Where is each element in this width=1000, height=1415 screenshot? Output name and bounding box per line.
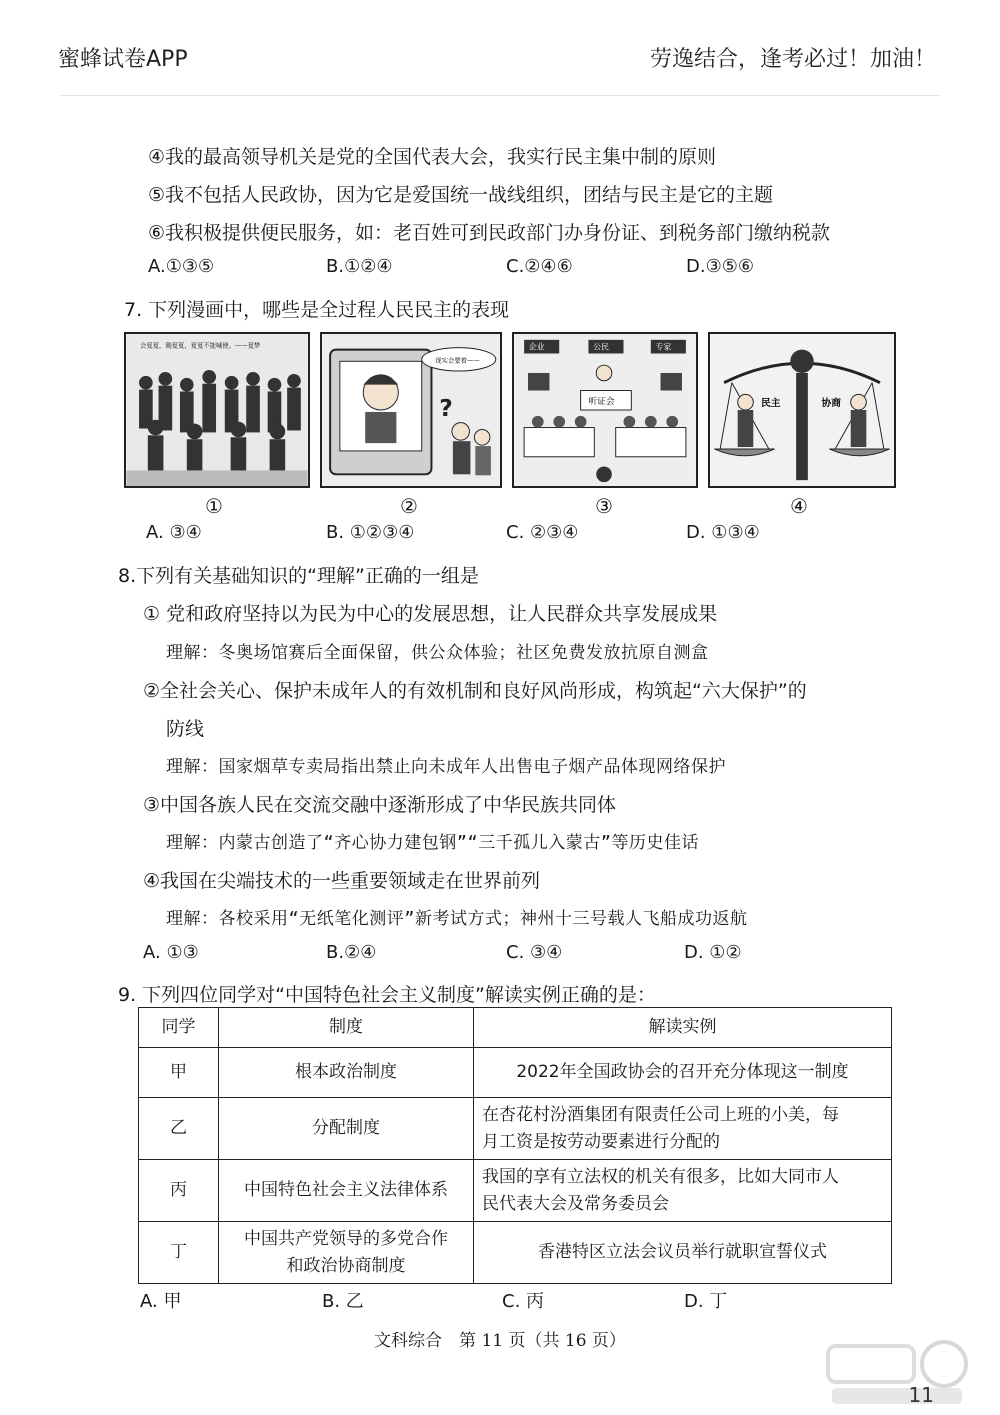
table-row <box>139 1160 892 1222</box>
cartoon-2-bubble: 现实会要着—— <box>435 357 480 365</box>
q7-option-a: A. ③④ <box>146 522 202 543</box>
col-header-example: 解读实例 <box>474 1008 892 1048</box>
tv-illustration <box>322 334 500 486</box>
q8-item-3: ③中国各族人民在交流交融中逐渐形成了中华民族共同体 <box>143 794 617 816</box>
cartoon-3-sign-1: 企业 <box>529 342 545 352</box>
system-text: 和政治协商制度 <box>286 1255 406 1276</box>
q7-option-d: D. ①③④ <box>686 522 760 543</box>
row-system <box>219 1048 474 1098</box>
table-row <box>139 1222 892 1284</box>
example-text: 2022年全国政协会的召开充分体现这一制度 <box>516 1062 849 1082</box>
system-text: 中国特色社会主义法律体系 <box>244 1180 448 1200</box>
q8-item-1: ① 党和政府坚持以为民为中心的发展思想，让人民群众共享发展成果 <box>143 603 718 625</box>
cartoon-1 <box>124 332 310 488</box>
q9-stem: 9. 下列四位同学对“中国特色社会主义制度”解读实例正确的是： <box>118 984 656 1006</box>
q8-note-4: 理解：各校采用“无纸笔化测评”新考试方式；神州十三号载人飞船成功返航 <box>166 909 748 929</box>
cartoon-3-sign-3: 专家 <box>655 342 672 352</box>
q8-note-3: 理解：内蒙古创造了“齐心协力建包钢”“三千孤儿入蒙古”等历史佳话 <box>166 833 699 853</box>
q9-table <box>138 1007 892 1284</box>
header-divider <box>60 95 940 96</box>
cartoon-3 <box>512 332 698 488</box>
cartoon-3-sign-2: 公民 <box>593 342 609 352</box>
q8-item-2: ②全社会关心、保护未成年人的有效机制和良好风尚形成，构筑起“六大保护”的 <box>143 680 807 702</box>
q8-note-2: 理解：国家烟草专卖局指出禁止向未成年人出售电子烟产品体现网络保护 <box>166 757 726 777</box>
q6-option-a: A.①③⑤ <box>148 256 215 277</box>
q9-option-b: B. 乙 <box>322 1291 364 1312</box>
cartoon-2-caption: ② <box>400 494 418 518</box>
q8-option-a: A. ①③ <box>143 942 199 963</box>
q9-option-c: C. 丙 <box>502 1291 545 1312</box>
q8-note-1: 理解：冬奥场馆赛后全面保留，供公众体验；社区免费发放抗原自测盒 <box>166 643 709 663</box>
crowd-illustration <box>126 334 308 486</box>
slogan: 劳逸结合，逢考必过！加油！ <box>649 47 936 72</box>
scale-illustration <box>710 334 894 486</box>
q7-option-c: C. ②③④ <box>506 522 579 543</box>
hearing-illustration <box>514 334 696 486</box>
example-text: 在杏花村汾酒集团有限责任公司上班的小美，每 <box>482 1104 839 1125</box>
q6-item-5: ⑤我不包括人民政协，因为它是爱国统一战线组织，团结与民主是它的主题 <box>148 184 774 206</box>
q6-item-6: ⑥我积极提供便民服务，如：老百姓可到民政部门办身份证、到税务部门缴纳税款 <box>148 222 831 244</box>
q8-stem: 8.下列有关基础知识的“理解”正确的一组是 <box>118 565 479 587</box>
cartoon-2 <box>320 332 502 488</box>
system-text: 中国共产党领导的多党合作 <box>244 1228 448 1249</box>
col-header-student: 同学 <box>139 1008 219 1048</box>
q8-option-b: B.②④ <box>326 942 377 963</box>
q6-item-4: ④我的最高领导机关是党的全国代表大会，我实行民主集中制的原则 <box>148 146 717 168</box>
q9-option-d: D. 丁 <box>684 1291 728 1312</box>
example-text: 香港特区立法会议员举行就职宣誓仪式 <box>538 1242 827 1262</box>
cartoon-4-right-label: 协商 <box>821 398 841 410</box>
cartoon-4-caption: ④ <box>790 494 808 518</box>
row-student: 甲 <box>139 1048 219 1098</box>
cartoon-3-desk-sign: 听证会 <box>588 397 615 408</box>
q6-option-c: C.②④⑥ <box>506 256 573 277</box>
table-row <box>139 1048 892 1098</box>
row-system <box>219 1098 474 1160</box>
q6-option-d: D.③⑤⑥ <box>686 256 754 277</box>
row-example <box>474 1098 892 1160</box>
row-system <box>219 1222 474 1284</box>
q6-option-b: B.①②④ <box>326 256 393 277</box>
table-header-row <box>139 1008 892 1048</box>
q9-option-a: A. 甲 <box>140 1291 182 1312</box>
q8-item-4: ④我国在尖端技术的一些重要领域走在世界前列 <box>143 870 541 892</box>
example-text: 我国的享有立法权的机关有很多，比如大同市人 <box>482 1166 839 1187</box>
row-student: 丙 <box>139 1160 219 1222</box>
example-text: 民代表大会及常务委员会 <box>482 1193 669 1214</box>
page-number: 11 <box>908 1383 934 1407</box>
cartoon-1-caption: ① <box>205 494 223 518</box>
cartoon-1-banner: 会夏夏，锄夏夏，夏夏不能喊使。——夏梦 <box>140 342 261 350</box>
row-example <box>474 1160 892 1222</box>
cartoon-3-caption: ③ <box>595 494 613 518</box>
system-text: 根本政治制度 <box>295 1062 397 1082</box>
app-name: 蜜蜂试卷APP <box>58 47 188 72</box>
page-footer: 文科综合 第 11 页（共 16 页） <box>374 1331 626 1351</box>
col-header-system: 制度 <box>219 1008 474 1048</box>
svg-text:?: ? <box>439 393 453 422</box>
q8-option-d: D. ①② <box>684 942 742 963</box>
cartoon-4-left-label: 民主 <box>761 398 781 410</box>
row-example <box>474 1222 892 1284</box>
row-example <box>474 1048 892 1098</box>
watermark-logo <box>822 1338 972 1410</box>
row-system <box>219 1160 474 1222</box>
example-text: 月工资是按劳动要素进行分配的 <box>482 1131 720 1152</box>
system-text: 分配制度 <box>312 1118 380 1138</box>
row-student: 丁 <box>139 1222 219 1284</box>
row-student: 乙 <box>139 1098 219 1160</box>
table-row <box>139 1098 892 1160</box>
q8-item-2-cont: 防线 <box>166 718 205 740</box>
q7-stem: 7. 下列漫画中，哪些是全过程人民民主的表现 <box>124 299 510 321</box>
q7-option-b: B. ①②③④ <box>326 522 415 543</box>
q8-option-c: C. ③④ <box>506 942 563 963</box>
cartoon-4 <box>708 332 896 488</box>
